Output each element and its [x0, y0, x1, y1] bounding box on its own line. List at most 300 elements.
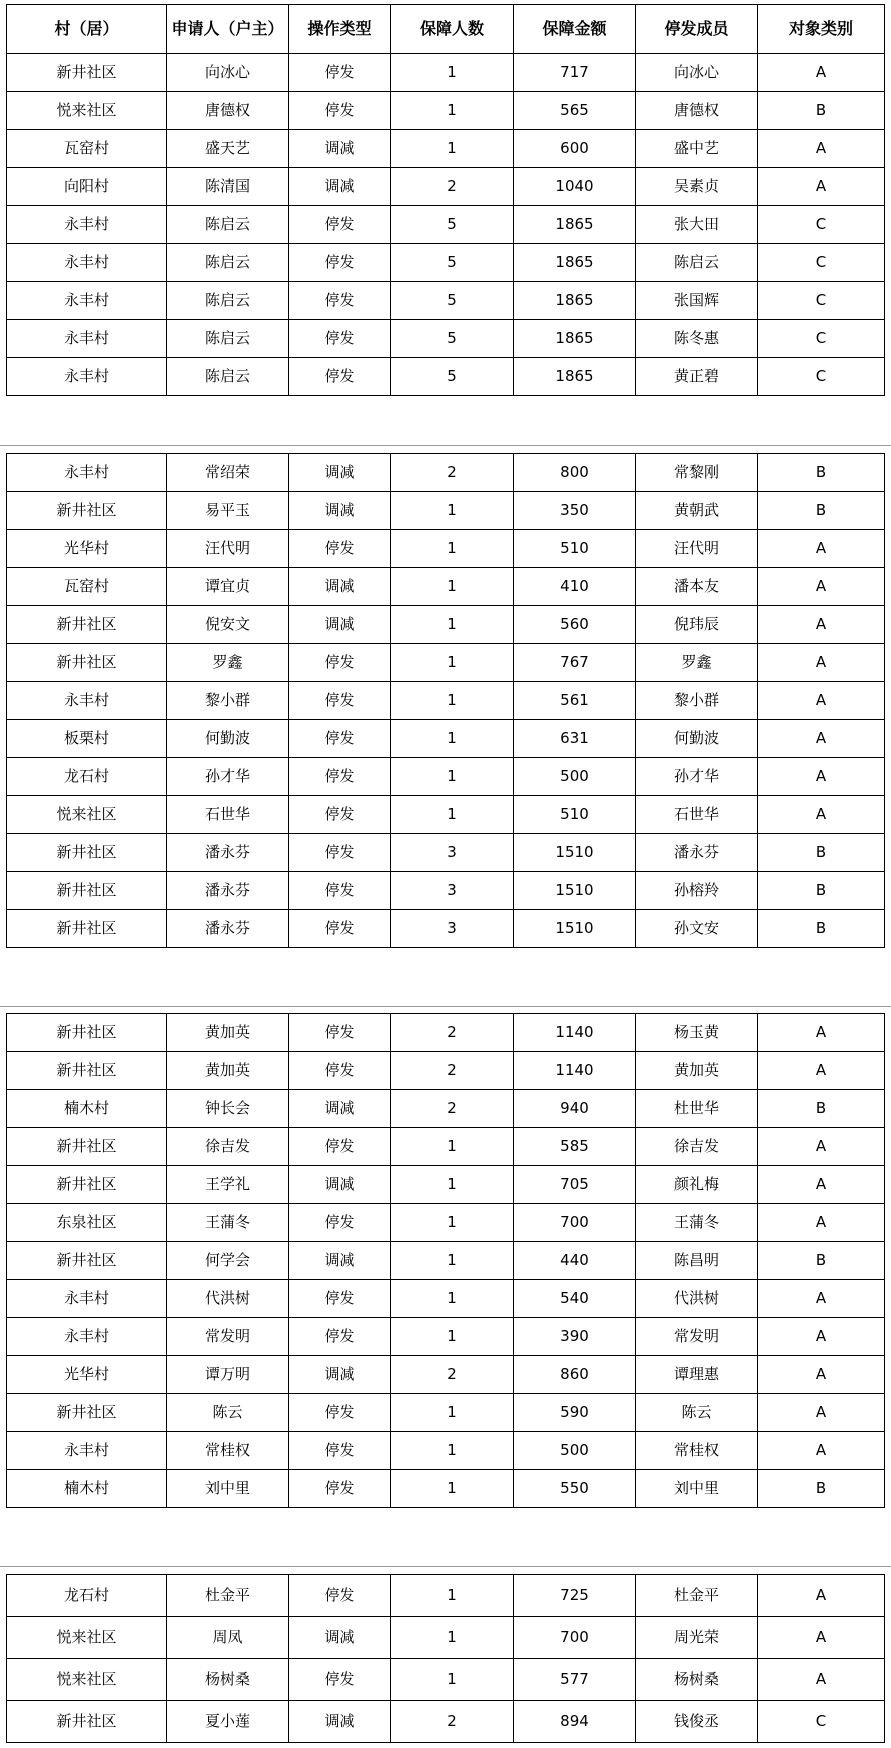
cell-operation-type: 停发: [289, 644, 391, 682]
cell-category: B: [758, 872, 885, 910]
cell-village: 新井社区: [7, 1701, 167, 1743]
cell-village: 新井社区: [7, 872, 167, 910]
cell-stopped-member: 孙文安: [636, 910, 758, 948]
cell-applicant: 夏小莲: [167, 1701, 289, 1743]
cell-amount: 1510: [514, 834, 636, 872]
cell-category: A: [758, 530, 885, 568]
table-row: [7, 358, 885, 396]
cell-amount: 500: [514, 758, 636, 796]
cell-amount: 500: [514, 1432, 636, 1470]
cell-category: C: [758, 244, 885, 282]
cell-category: A: [758, 1356, 885, 1394]
cell-applicant: 徐吉发: [167, 1128, 289, 1166]
cell-insured-count: 5: [391, 320, 514, 358]
header-operation-type: 操作类型: [289, 5, 391, 54]
table-row: [7, 1090, 885, 1128]
cell-insured-count: 1: [391, 1166, 514, 1204]
cell-village: 新井社区: [7, 1394, 167, 1432]
cell-category: A: [758, 1659, 885, 1701]
cell-amount: 1865: [514, 358, 636, 396]
table-body: [7, 54, 885, 396]
cell-category: C: [758, 320, 885, 358]
cell-insured-count: 2: [391, 1701, 514, 1743]
cell-category: B: [758, 1242, 885, 1280]
cell-applicant: 黎小群: [167, 682, 289, 720]
cell-insured-count: 3: [391, 834, 514, 872]
cell-category: A: [758, 1575, 885, 1617]
cell-insured-count: 1: [391, 54, 514, 92]
cell-amount: 700: [514, 1204, 636, 1242]
cell-amount: 1865: [514, 244, 636, 282]
table-body: [7, 1575, 885, 1743]
cell-village: 楠木村: [7, 1090, 167, 1128]
cell-operation-type: 调减: [289, 1242, 391, 1280]
cell-stopped-member: 张国辉: [636, 282, 758, 320]
cell-amount: 410: [514, 568, 636, 606]
cell-village: 永丰村: [7, 1280, 167, 1318]
cell-applicant: 黄加英: [167, 1052, 289, 1090]
cell-category: B: [758, 1470, 885, 1508]
cell-amount: 440: [514, 1242, 636, 1280]
cell-amount: 705: [514, 1166, 636, 1204]
cell-applicant: 何勤波: [167, 720, 289, 758]
cell-category: B: [758, 910, 885, 948]
cell-category: C: [758, 1701, 885, 1743]
cell-operation-type: 停发: [289, 720, 391, 758]
cell-stopped-member: 谭理惠: [636, 1356, 758, 1394]
cell-village: 光华村: [7, 1356, 167, 1394]
cell-amount: 590: [514, 1394, 636, 1432]
cell-amount: 860: [514, 1356, 636, 1394]
cell-category: A: [758, 720, 885, 758]
cell-applicant: 黄加英: [167, 1014, 289, 1052]
cell-village: 永丰村: [7, 282, 167, 320]
cell-category: A: [758, 1052, 885, 1090]
cell-operation-type: 停发: [289, 54, 391, 92]
header-stopped-member: 停发成员: [636, 5, 758, 54]
cell-insured-count: 1: [391, 682, 514, 720]
cell-applicant: 陈云: [167, 1394, 289, 1432]
cell-applicant: 潘永芬: [167, 872, 289, 910]
page-break-divider: [0, 445, 891, 446]
table-row: [7, 796, 885, 834]
cell-applicant: 陈启云: [167, 358, 289, 396]
cell-stopped-member: 盛中艺: [636, 130, 758, 168]
cell-category: A: [758, 644, 885, 682]
table-row: [7, 320, 885, 358]
table-row: [7, 758, 885, 796]
cell-stopped-member: 孙榕羚: [636, 872, 758, 910]
table-row: [7, 1701, 885, 1743]
cell-insured-count: 1: [391, 644, 514, 682]
cell-operation-type: 停发: [289, 1659, 391, 1701]
table-row: [7, 1575, 885, 1617]
cell-insured-count: 2: [391, 1052, 514, 1090]
cell-village: 龙石村: [7, 1575, 167, 1617]
cell-amount: 1865: [514, 282, 636, 320]
table-body: [7, 1014, 885, 1508]
table-section-2: [6, 453, 885, 948]
cell-operation-type: 调减: [289, 454, 391, 492]
header-village: 村（居）: [7, 5, 167, 54]
cell-operation-type: 调减: [289, 1356, 391, 1394]
cell-operation-type: 停发: [289, 1432, 391, 1470]
table-header-row: [7, 5, 885, 54]
cell-insured-count: 1: [391, 1318, 514, 1356]
cell-category: A: [758, 130, 885, 168]
cell-insured-count: 1: [391, 1204, 514, 1242]
table-row: [7, 1014, 885, 1052]
cell-applicant: 周凤: [167, 1617, 289, 1659]
cell-village: 永丰村: [7, 320, 167, 358]
cell-category: C: [758, 282, 885, 320]
cell-operation-type: 停发: [289, 796, 391, 834]
table-row: [7, 1204, 885, 1242]
cell-operation-type: 停发: [289, 1318, 391, 1356]
cell-applicant: 王蒲冬: [167, 1204, 289, 1242]
cell-stopped-member: 王蒲冬: [636, 1204, 758, 1242]
cell-stopped-member: 陈冬惠: [636, 320, 758, 358]
cell-applicant: 钟长会: [167, 1090, 289, 1128]
cell-operation-type: 停发: [289, 92, 391, 130]
cell-applicant: 倪安文: [167, 606, 289, 644]
cell-amount: 1140: [514, 1014, 636, 1052]
cell-insured-count: 1: [391, 130, 514, 168]
cell-applicant: 王学礼: [167, 1166, 289, 1204]
cell-operation-type: 停发: [289, 358, 391, 396]
table-row: [7, 492, 885, 530]
cell-category: B: [758, 454, 885, 492]
table-row: [7, 206, 885, 244]
cell-amount: 700: [514, 1617, 636, 1659]
cell-amount: 600: [514, 130, 636, 168]
table-row: [7, 644, 885, 682]
cell-amount: 767: [514, 644, 636, 682]
table-row: [7, 1052, 885, 1090]
cell-amount: 725: [514, 1575, 636, 1617]
cell-operation-type: 停发: [289, 1128, 391, 1166]
cell-amount: 1510: [514, 872, 636, 910]
cell-stopped-member: 杜世华: [636, 1090, 758, 1128]
cell-category: A: [758, 758, 885, 796]
cell-village: 新井社区: [7, 910, 167, 948]
cell-insured-count: 2: [391, 1090, 514, 1128]
cell-stopped-member: 黎小群: [636, 682, 758, 720]
cell-amount: 631: [514, 720, 636, 758]
cell-category: C: [758, 206, 885, 244]
cell-village: 东泉社区: [7, 1204, 167, 1242]
cell-village: 悦来社区: [7, 1659, 167, 1701]
cell-operation-type: 停发: [289, 872, 391, 910]
table-row: [7, 568, 885, 606]
cell-insured-count: 3: [391, 872, 514, 910]
cell-amount: 510: [514, 530, 636, 568]
cell-category: A: [758, 1128, 885, 1166]
cell-category: A: [758, 1204, 885, 1242]
cell-operation-type: 调减: [289, 130, 391, 168]
table-row: [7, 1394, 885, 1432]
cell-village: 板栗村: [7, 720, 167, 758]
cell-applicant: 向冰心: [167, 54, 289, 92]
table-section-1: [6, 4, 885, 396]
cell-village: 永丰村: [7, 206, 167, 244]
cell-insured-count: 1: [391, 1128, 514, 1166]
cell-amount: 1040: [514, 168, 636, 206]
cell-stopped-member: 黄朝武: [636, 492, 758, 530]
cell-amount: 560: [514, 606, 636, 644]
cell-amount: 390: [514, 1318, 636, 1356]
cell-operation-type: 停发: [289, 834, 391, 872]
cell-insured-count: 1: [391, 1470, 514, 1508]
cell-amount: 940: [514, 1090, 636, 1128]
table-row: [7, 244, 885, 282]
cell-applicant: 易平玉: [167, 492, 289, 530]
cell-applicant: 陈启云: [167, 206, 289, 244]
cell-stopped-member: 何勤波: [636, 720, 758, 758]
table-row: [7, 1356, 885, 1394]
cell-stopped-member: 周光荣: [636, 1617, 758, 1659]
cell-amount: 894: [514, 1701, 636, 1743]
cell-stopped-member: 向冰心: [636, 54, 758, 92]
cell-insured-count: 1: [391, 92, 514, 130]
table-row: [7, 834, 885, 872]
cell-operation-type: 停发: [289, 206, 391, 244]
cell-village: 楠木村: [7, 1470, 167, 1508]
cell-insured-count: 1: [391, 492, 514, 530]
cell-stopped-member: 陈启云: [636, 244, 758, 282]
cell-amount: 717: [514, 54, 636, 92]
cell-insured-count: 2: [391, 454, 514, 492]
cell-village: 悦来社区: [7, 1617, 167, 1659]
cell-applicant: 罗鑫: [167, 644, 289, 682]
cell-stopped-member: 汪代明: [636, 530, 758, 568]
cell-village: 新井社区: [7, 834, 167, 872]
cell-category: A: [758, 1318, 885, 1356]
table-section-4: [6, 1574, 885, 1743]
header-category: 对象类别: [758, 5, 885, 54]
cell-operation-type: 停发: [289, 244, 391, 282]
table-row: [7, 872, 885, 910]
cell-village: 新井社区: [7, 1052, 167, 1090]
cell-operation-type: 调减: [289, 1701, 391, 1743]
cell-stopped-member: 潘永芬: [636, 834, 758, 872]
cell-applicant: 孙才华: [167, 758, 289, 796]
cell-applicant: 汪代明: [167, 530, 289, 568]
cell-category: A: [758, 1432, 885, 1470]
table-row: [7, 1318, 885, 1356]
cell-category: B: [758, 92, 885, 130]
cell-stopped-member: 代洪树: [636, 1280, 758, 1318]
cell-insured-count: 1: [391, 606, 514, 644]
cell-insured-count: 5: [391, 244, 514, 282]
cell-stopped-member: 刘中里: [636, 1470, 758, 1508]
table-row: [7, 454, 885, 492]
table-row: [7, 910, 885, 948]
cell-insured-count: 1: [391, 1659, 514, 1701]
table-section-3: [6, 1013, 885, 1508]
cell-insured-count: 1: [391, 796, 514, 834]
table-row: [7, 530, 885, 568]
table-row: [7, 92, 885, 130]
cell-stopped-member: 陈云: [636, 1394, 758, 1432]
cell-stopped-member: 孙才华: [636, 758, 758, 796]
cell-applicant: 陈启云: [167, 244, 289, 282]
table-row: [7, 606, 885, 644]
cell-stopped-member: 常桂权: [636, 1432, 758, 1470]
cell-insured-count: 1: [391, 568, 514, 606]
cell-stopped-member: 黄正碧: [636, 358, 758, 396]
cell-insured-count: 1: [391, 1432, 514, 1470]
cell-village: 新井社区: [7, 492, 167, 530]
table-body: [7, 454, 885, 948]
cell-village: 瓦窑村: [7, 568, 167, 606]
page-break-divider: [0, 1006, 891, 1007]
cell-village: 永丰村: [7, 358, 167, 396]
cell-category: A: [758, 796, 885, 834]
cell-applicant: 石世华: [167, 796, 289, 834]
cell-insured-count: 2: [391, 1014, 514, 1052]
cell-stopped-member: 石世华: [636, 796, 758, 834]
cell-village: 新井社区: [7, 1014, 167, 1052]
cell-operation-type: 停发: [289, 910, 391, 948]
cell-insured-count: 3: [391, 910, 514, 948]
cell-operation-type: 调减: [289, 1090, 391, 1128]
cell-village: 永丰村: [7, 454, 167, 492]
cell-applicant: 刘中里: [167, 1470, 289, 1508]
cell-operation-type: 停发: [289, 1014, 391, 1052]
cell-village: 悦来社区: [7, 92, 167, 130]
cell-category: A: [758, 682, 885, 720]
cell-village: 向阳村: [7, 168, 167, 206]
cell-amount: 561: [514, 682, 636, 720]
cell-amount: 1140: [514, 1052, 636, 1090]
cell-category: A: [758, 606, 885, 644]
cell-operation-type: 调减: [289, 568, 391, 606]
cell-village: 新井社区: [7, 1166, 167, 1204]
cell-applicant: 常绍荣: [167, 454, 289, 492]
cell-category: B: [758, 1090, 885, 1128]
cell-insured-count: 5: [391, 282, 514, 320]
cell-category: A: [758, 1394, 885, 1432]
cell-applicant: 潘永芬: [167, 910, 289, 948]
cell-operation-type: 停发: [289, 1280, 391, 1318]
cell-village: 新井社区: [7, 54, 167, 92]
cell-village: 龙石村: [7, 758, 167, 796]
cell-stopped-member: 颜礼梅: [636, 1166, 758, 1204]
cell-category: B: [758, 492, 885, 530]
cell-operation-type: 停发: [289, 1052, 391, 1090]
cell-applicant: 代洪树: [167, 1280, 289, 1318]
cell-applicant: 谭万明: [167, 1356, 289, 1394]
cell-village: 新井社区: [7, 1128, 167, 1166]
cell-operation-type: 停发: [289, 1470, 391, 1508]
cell-village: 新井社区: [7, 644, 167, 682]
cell-village: 永丰村: [7, 682, 167, 720]
cell-amount: 800: [514, 454, 636, 492]
cell-category: A: [758, 1280, 885, 1318]
cell-amount: 1865: [514, 320, 636, 358]
cell-village: 悦来社区: [7, 796, 167, 834]
table-row: [7, 1242, 885, 1280]
cell-operation-type: 停发: [289, 682, 391, 720]
cell-operation-type: 调减: [289, 1617, 391, 1659]
cell-category: C: [758, 358, 885, 396]
cell-amount: 585: [514, 1128, 636, 1166]
table-row: [7, 1166, 885, 1204]
cell-amount: 550: [514, 1470, 636, 1508]
cell-stopped-member: 杨玉黄: [636, 1014, 758, 1052]
table-row: [7, 168, 885, 206]
cell-operation-type: 调减: [289, 606, 391, 644]
cell-insured-count: 1: [391, 530, 514, 568]
cell-operation-type: 停发: [289, 282, 391, 320]
cell-insured-count: 1: [391, 1242, 514, 1280]
table-row: [7, 54, 885, 92]
cell-amount: 565: [514, 92, 636, 130]
cell-applicant: 盛天艺: [167, 130, 289, 168]
cell-insured-count: 1: [391, 758, 514, 796]
cell-stopped-member: 吴素贞: [636, 168, 758, 206]
page-break-divider: [0, 1566, 891, 1567]
cell-stopped-member: 陈昌明: [636, 1242, 758, 1280]
cell-stopped-member: 常发明: [636, 1318, 758, 1356]
cell-insured-count: 1: [391, 1617, 514, 1659]
cell-insured-count: 5: [391, 358, 514, 396]
cell-village: 新井社区: [7, 1242, 167, 1280]
cell-stopped-member: 唐德权: [636, 92, 758, 130]
cell-category: B: [758, 834, 885, 872]
cell-insured-count: 1: [391, 720, 514, 758]
cell-stopped-member: 黄加英: [636, 1052, 758, 1090]
cell-operation-type: 停发: [289, 530, 391, 568]
table-row: [7, 720, 885, 758]
cell-stopped-member: 杜金平: [636, 1575, 758, 1617]
cell-amount: 540: [514, 1280, 636, 1318]
cell-applicant: 潘永芬: [167, 834, 289, 872]
cell-applicant: 常发明: [167, 1318, 289, 1356]
cell-category: A: [758, 1617, 885, 1659]
cell-category: A: [758, 54, 885, 92]
cell-applicant: 陈启云: [167, 282, 289, 320]
cell-applicant: 陈启云: [167, 320, 289, 358]
cell-category: A: [758, 1014, 885, 1052]
cell-operation-type: 停发: [289, 1575, 391, 1617]
cell-category: A: [758, 568, 885, 606]
cell-applicant: 常桂权: [167, 1432, 289, 1470]
cell-category: A: [758, 168, 885, 206]
table-row: [7, 282, 885, 320]
cell-operation-type: 停发: [289, 1394, 391, 1432]
cell-village: 永丰村: [7, 244, 167, 282]
cell-operation-type: 调减: [289, 1166, 391, 1204]
cell-insured-count: 1: [391, 1280, 514, 1318]
cell-insured-count: 2: [391, 1356, 514, 1394]
cell-amount: 1510: [514, 910, 636, 948]
cell-operation-type: 停发: [289, 320, 391, 358]
cell-amount: 577: [514, 1659, 636, 1701]
table-row: [7, 1280, 885, 1318]
cell-applicant: 杨树桑: [167, 1659, 289, 1701]
cell-stopped-member: 潘本友: [636, 568, 758, 606]
cell-applicant: 唐德权: [167, 92, 289, 130]
cell-stopped-member: 徐吉发: [636, 1128, 758, 1166]
table-row: [7, 1617, 885, 1659]
cell-amount: 1865: [514, 206, 636, 244]
cell-stopped-member: 罗鑫: [636, 644, 758, 682]
cell-village: 光华村: [7, 530, 167, 568]
cell-insured-count: 2: [391, 168, 514, 206]
header-applicant: 申请人（户主）: [167, 5, 289, 54]
